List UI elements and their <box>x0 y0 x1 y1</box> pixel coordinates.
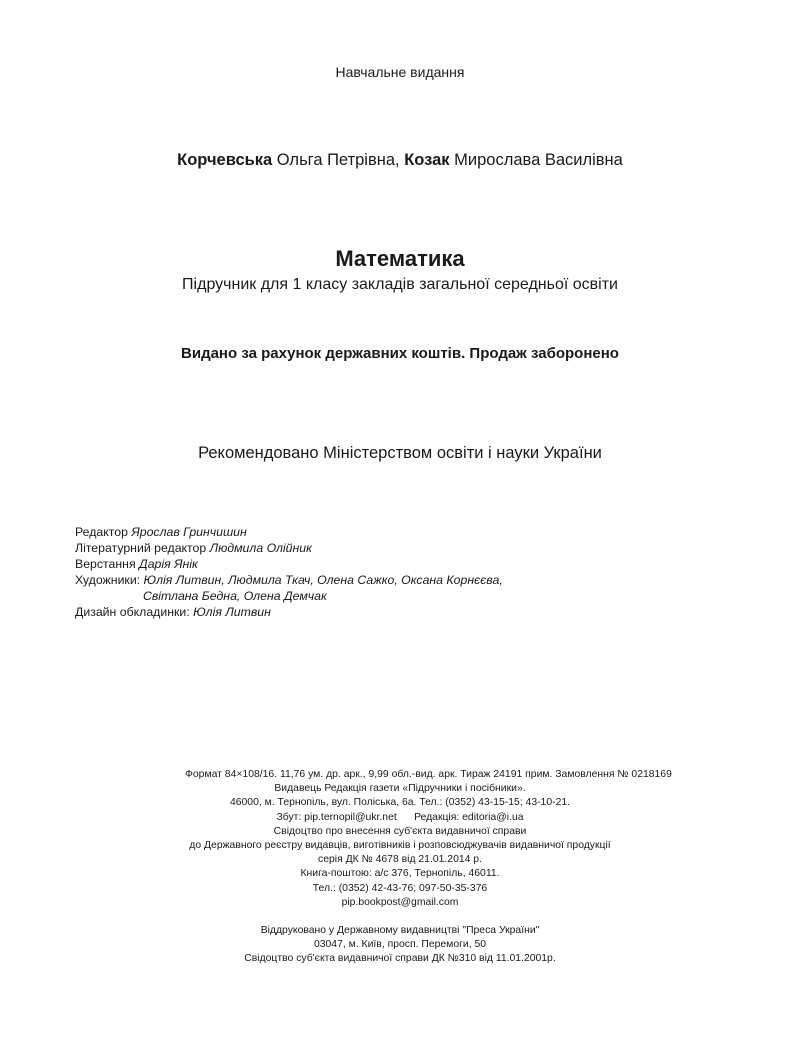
credit-layout-name: Дарія Янік <box>139 557 198 571</box>
authors-line <box>0 151 800 170</box>
credit-editor <box>75 524 503 540</box>
funding-notice: Видано за рахунок державних коштів. Продаж заборонено <box>181 345 619 362</box>
printer-address: 03047, м. Київ, просп. Перемоги, 50 <box>313 939 487 951</box>
credit-cover-name: Юлія Литвин <box>193 605 271 619</box>
imprint-publisher: Видавець Редакція газети «Підручники і посібники». <box>274 783 526 795</box>
credits-block <box>75 524 503 620</box>
imprint-certificate-2: до Державного реєстру видавців, виготівників і розповсюджувачів видавничої продукції <box>189 840 611 852</box>
credit-cover <box>75 604 503 620</box>
credit-editor-label: Редактор <box>75 525 132 539</box>
book-subtitle: Підручник для 1 класу закладів загальної середньої освіти <box>182 276 618 293</box>
imprint-phone: Тел.: (0352) 42-43-76; 097-50-35-376 <box>312 882 488 894</box>
credit-editor-name: Ярослав Гринчишин <box>131 525 247 539</box>
imprint-emails: Збут: pip.ternopil@ukr.net Редакція: editoria@i.ua <box>276 811 524 823</box>
author1-name: Ольга Петрівна, <box>272 151 405 169</box>
credit-layout <box>75 556 503 572</box>
credit-lit-editor-label: Літературний редактор <box>75 541 210 555</box>
printer-certificate: Свідоцтво суб'єкта видавничої справи ДК №310 від 11.01.2001р. <box>244 953 556 965</box>
imprint-mail-order: Книга-поштою: а/с 376, Тернопіль, 46011. <box>300 868 500 880</box>
credit-lit-editor <box>75 540 503 556</box>
author1-surname: Корчевська <box>177 151 273 169</box>
imprint-spacer <box>0 910 800 924</box>
printer-name: Віддруковано у Державному видавництві "Преса України" <box>260 925 540 937</box>
credit-cover-label: Дизайн обкладинки: <box>75 605 194 619</box>
credit-artists <box>75 572 503 588</box>
author2-surname: Козак <box>404 151 450 169</box>
credit-lit-editor-name: Людмила Олійник <box>209 541 312 555</box>
credit-layout-label: Верстання <box>75 557 140 571</box>
credit-artists-cont <box>75 588 503 604</box>
imprint-bookpost-email: pip.bookpost@gmail.com <box>341 896 459 908</box>
author2-name: Мирослава Василівна <box>449 151 623 169</box>
imprint-format: Формат 84×108/16. 11,76 ум. др. арк., 9,99 обл.-вид. арк. Тираж 24191 прим. Замовлення № 0218169 <box>185 769 672 780</box>
edition-type: Навчальне видання <box>335 64 465 80</box>
imprint-block <box>0 768 800 967</box>
credit-artists-names-2: Світлана Бедна, Олена Демчак <box>143 589 327 603</box>
ministry-recommendation: Рекомендовано Міністерством освіти і науки України <box>198 444 602 462</box>
credit-artists-names-1: Юлія Литвин, Людмила Ткач, Олена Сажко, Оксана Корнєєва, <box>143 573 503 587</box>
imprint-certificate-1: Свідоцтво про внесення суб'єкта видавничої справи <box>273 825 527 837</box>
book-title: Математика <box>335 246 465 271</box>
imprint-certificate-3: серія ДК № 4678 від 21.01.2014 р. <box>318 854 482 866</box>
credit-artists-label: Художники: <box>75 573 144 587</box>
imprint-address: 46000, м. Тернопіль, вул. Поліська, 6а. Тел.: (0352) 43-15-15; 43-10-21. <box>229 797 571 809</box>
